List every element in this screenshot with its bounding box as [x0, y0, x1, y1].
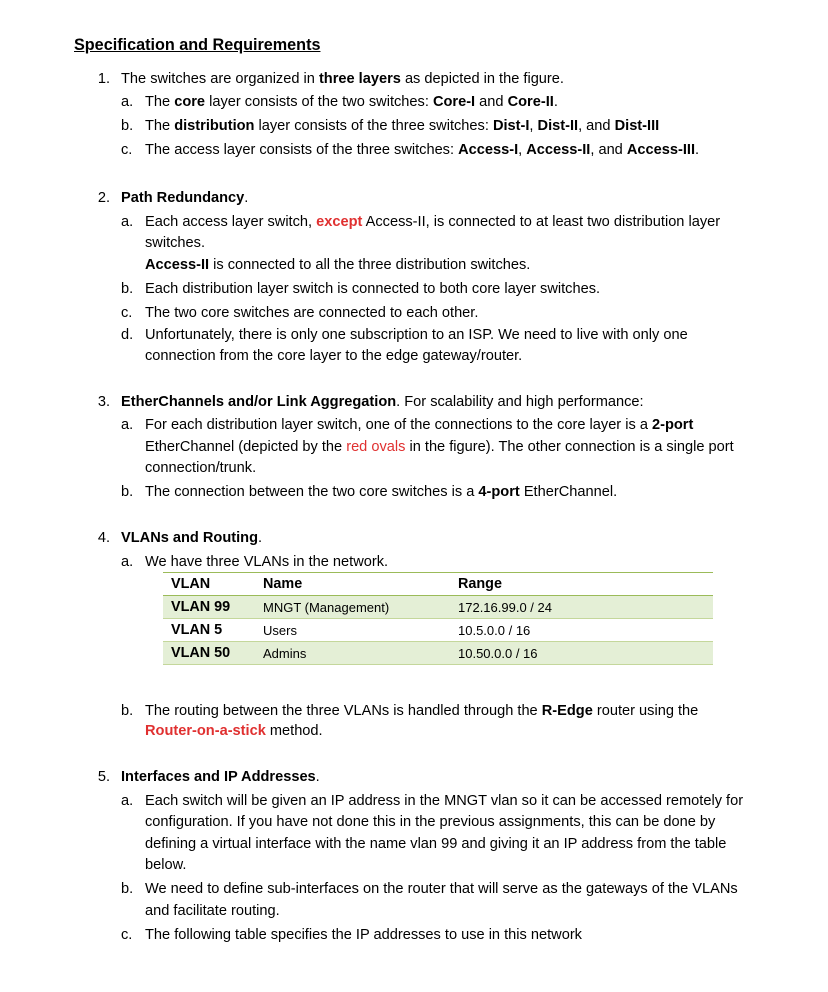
- name-cell: MNGT (Management): [263, 596, 458, 619]
- item-label: a.: [121, 214, 134, 230]
- text: The switches are organized in: [121, 71, 319, 87]
- bold-text: Access-II: [145, 257, 210, 273]
- item-label: b.: [121, 881, 134, 897]
- text: Access-II, is connected to at least two distribution layer: [362, 214, 721, 230]
- section-1-item-c: [145, 141, 699, 159]
- text: , and: [590, 142, 627, 158]
- text: ,: [529, 118, 538, 134]
- section-5-item-a-line2: configuration. If you have not done this in the previous assignments, this can be done by: [145, 814, 716, 830]
- bold-text: Core-I: [432, 94, 476, 110]
- section-number: 3.: [97, 394, 110, 410]
- section-3-title: [121, 393, 644, 411]
- text: is connected to all the three distribution switches.: [209, 257, 531, 273]
- section-1-item-b: [145, 117, 659, 135]
- table-header-row: [163, 573, 713, 596]
- bold-text: Dist-II: [537, 118, 579, 134]
- text: .: [553, 94, 558, 110]
- text: as depicted in the figure.: [400, 71, 564, 87]
- section-4-item-b-line1: [145, 702, 698, 720]
- bold-text: Access-III: [626, 142, 696, 158]
- range-cell: 10.50.0.0 / 16: [458, 642, 713, 665]
- item-label: b.: [121, 118, 134, 134]
- text: The: [145, 94, 175, 110]
- item-label: b.: [121, 703, 134, 719]
- text: in the figure). The other connection is a single port: [405, 439, 734, 455]
- section-2-item-c: The two core switches are connected to each other.: [145, 305, 479, 321]
- bold-text: Interfaces and IP Addresses: [121, 769, 316, 785]
- column-header: Range: [458, 573, 713, 596]
- section-2-item-a-line3: [145, 256, 530, 274]
- red-text: red ovals: [346, 439, 406, 455]
- column-header: VLAN: [163, 573, 263, 596]
- section-4-title: [121, 529, 262, 547]
- text: layer consists of the two switches:: [205, 94, 433, 110]
- item-label: b.: [121, 281, 134, 297]
- item-label: a.: [121, 554, 134, 570]
- item-label: c.: [121, 927, 133, 943]
- bold-text: 2-port: [652, 417, 694, 433]
- section-3-item-b: [145, 483, 617, 501]
- item-label: a.: [121, 793, 134, 809]
- item-label: a.: [121, 417, 134, 433]
- bold-text: 4-port: [478, 484, 520, 500]
- bold-text: R-Edge: [541, 703, 593, 719]
- section-2-title: [121, 189, 248, 207]
- text: . For scalability and high performance:: [396, 394, 644, 410]
- item-label: c.: [121, 142, 133, 158]
- section-number: 4.: [97, 530, 110, 546]
- vlan-table: [163, 572, 713, 665]
- section-2-item-b: Each distribution layer switch is connected to both core layer switches.: [145, 281, 601, 297]
- text: method.: [265, 723, 323, 739]
- section-number: 5.: [97, 769, 110, 785]
- table-row: [163, 642, 713, 665]
- bold-text: distribution: [174, 118, 255, 134]
- name-cell: Admins: [263, 642, 458, 665]
- vlan-cell: VLAN 50: [163, 642, 263, 665]
- bold-text: Core-II: [507, 94, 554, 110]
- text: , and: [578, 118, 615, 134]
- text: and: [475, 94, 508, 110]
- name-cell: Users: [263, 619, 458, 642]
- text: EtherChannel.: [519, 484, 618, 500]
- text: router using the: [592, 703, 699, 719]
- bold-text: EtherChannels and/or Link Aggregation: [121, 394, 397, 410]
- section-2-item-a-line1: [145, 213, 720, 231]
- text: The connection between the two core switches is a: [145, 484, 479, 500]
- page-title: Specification and Requirements: [74, 36, 321, 54]
- section-5-title: [121, 768, 320, 786]
- text: The routing between the three VLANs is handled through the: [145, 703, 542, 719]
- vlan-cell: VLAN 99: [163, 596, 263, 619]
- text: .: [244, 190, 249, 206]
- section-2-item-a-line2: switches.: [145, 235, 206, 251]
- bold-text: three layers: [318, 71, 401, 87]
- section-4-item-a: We have three VLANs in the network.: [145, 554, 389, 570]
- bold-text: Access-I: [458, 142, 519, 158]
- section-4-item-b-line2: [145, 722, 323, 740]
- section-1-intro: [121, 70, 564, 88]
- text: ,: [518, 142, 527, 158]
- bold-text: Dist-III: [614, 118, 660, 134]
- range-cell: 10.5.0.0 / 16: [458, 619, 713, 642]
- section-5-item-b-line2: and facilitate routing.: [145, 903, 280, 919]
- bold-text: Access-II: [526, 142, 591, 158]
- table-row: [163, 596, 713, 619]
- section-3-item-a-line1: [145, 416, 693, 434]
- section-1-item-a: [145, 93, 558, 111]
- section-5-item-a-line1: Each switch will be given an IP address in the MNGT vlan so it can be accessed remotely for: [145, 793, 744, 809]
- text: .: [695, 142, 700, 158]
- text: layer consists of the three switches:: [254, 118, 493, 134]
- section-number: 1.: [97, 71, 110, 87]
- text: .: [258, 530, 263, 546]
- column-header: Name: [263, 573, 458, 596]
- red-bold-text: Router-on-a-stick: [145, 723, 266, 739]
- bold-text: Dist-I: [492, 118, 530, 134]
- section-5-item-c: The following table specifies the IP addresses to use in this network: [145, 927, 582, 943]
- text: The: [145, 118, 175, 134]
- table-row: [163, 619, 713, 642]
- section-3-item-a-line3: connection/trunk.: [145, 460, 257, 476]
- item-label: b.: [121, 484, 134, 500]
- section-5-item-b-line1: We need to define sub-interfaces on the router that will serve as the gateways of the VLANs: [145, 881, 738, 897]
- section-5-item-a-line3: defining a virtual interface with the name vlan 99 and giving it an IP address from the table: [145, 836, 727, 852]
- red-bold-text: except: [316, 214, 363, 230]
- bold-text: Path Redundancy: [121, 190, 245, 206]
- vlan-cell: VLAN 5: [163, 619, 263, 642]
- text: Each access layer switch,: [145, 214, 317, 230]
- text: The access layer consists of the three switches:: [145, 142, 459, 158]
- section-number: 2.: [97, 190, 110, 206]
- section-3-item-a-line2: [145, 438, 734, 456]
- section-2-item-d-line1: Unfortunately, there is only one subscription to an ISP. We need to live with only one: [145, 327, 688, 343]
- item-label: d.: [121, 327, 134, 343]
- text: .: [315, 769, 320, 785]
- section-2-item-d-line2: connection from the core layer to the edge gateway/router.: [145, 348, 523, 364]
- text: For each distribution layer switch, one of the connections to the core layer is a: [145, 417, 652, 433]
- bold-text: VLANs and Routing: [121, 530, 259, 546]
- bold-text: core: [174, 94, 206, 110]
- text: EtherChannel (depicted by the: [145, 439, 347, 455]
- range-cell: 172.16.99.0 / 24: [458, 596, 713, 619]
- section-5-item-a-line4: below.: [145, 857, 187, 873]
- item-label: c.: [121, 305, 133, 321]
- item-label: a.: [121, 94, 134, 110]
